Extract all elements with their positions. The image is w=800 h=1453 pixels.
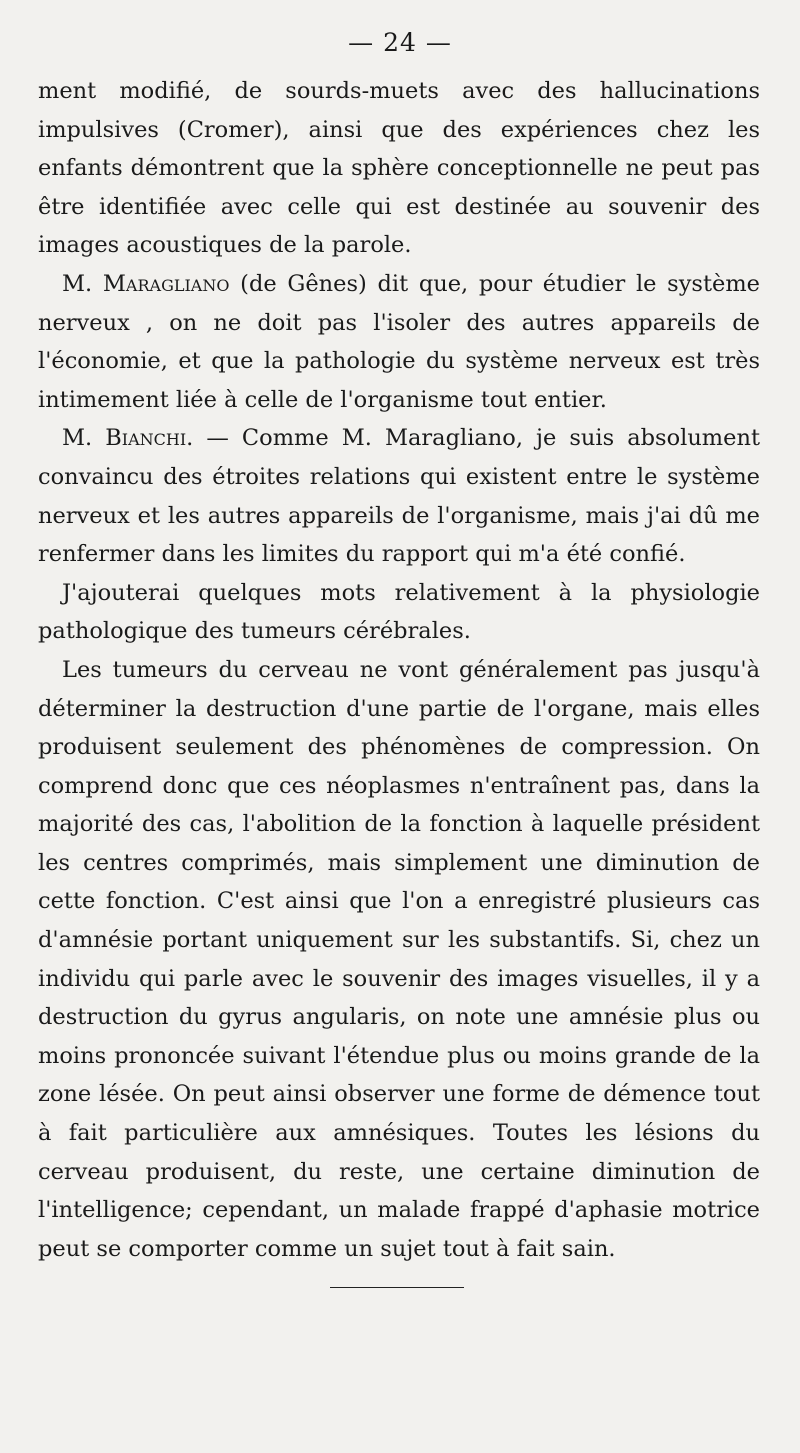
paragraph-3 <box>38 419 760 573</box>
paragraph-2 <box>38 265 760 419</box>
paragraph-4-text: J'ajouterai quelques mots relativement à la physiologie pathologique des tumeurs cérébrales. <box>38 579 760 645</box>
page-number: — 24 — <box>348 28 452 57</box>
paragraph-1 <box>38 72 760 265</box>
paragraph-5-text: Les tumeurs du cerveau ne vont généralement pas jusqu'à déterminer la destruction d'une partie de l'organe, mais elles produisent seulement des phénomènes de compression. On comprend donc que ces néoplasmes n'entraînent pas, dans la majorité des cas, l'abolition de la fonction à laquelle président les centres comprimés, mais simplement une diminution de cette fonction. C'est ainsi que l'on a enregistré plusieurs cas d'amnésie portant uniquement sur les substantifs. Si, chez un individu qui parle avec le souvenir des images visuelles, il y a destruction du gyrus angularis, on note une amnésie plus ou moins prononcée suivant l'étendue plus ou moins grande de la zone lésée. On peut ainsi observer une forme de démence tout à fait particulière aux amnésiques. Toutes les lésions du cerveau produisent, du reste, une certaine diminution de l'intelligence; cependant, un malade frappé d'aphasie motrice peut se comporter comme un sujet tout à fait sain. <box>38 656 760 1262</box>
paragraph-4 <box>38 574 760 651</box>
paragraph-2-text: (de Gênes) dit que, pour étudier le système nerveux , on ne doit pas l'isoler des autres appareils de l'économie, et que la pathologie du système nerveux est très intimement liée à celle de l'organisme tout entier. <box>38 270 760 413</box>
end-rule <box>330 1287 464 1288</box>
paragraph-3-text: — Comme M. Maragliano, je suis absolument convaincu des étroites relations qui existent entre le système nerveux et les autres appareils de l'organisme, mais j'ai dû me renfermer dans les limites du rapport qui m'a été confié. <box>38 425 760 568</box>
speaker-maragliano: M. Maragliano <box>62 270 230 297</box>
paragraph-1-text: ment modifié, de sourds-muets avec des hallucinations impulsives (Cromer), ainsi que des expériences chez les enfants démontrent que la sphère conceptionnelle ne peut pas être identifiée avec celle qui est destinée au souvenir des images acoustiques de la parole. <box>38 78 760 259</box>
speaker-bianchi: M. Bianchi. <box>62 425 194 452</box>
paragraph-5 <box>38 651 760 1269</box>
body-text <box>38 72 760 1268</box>
